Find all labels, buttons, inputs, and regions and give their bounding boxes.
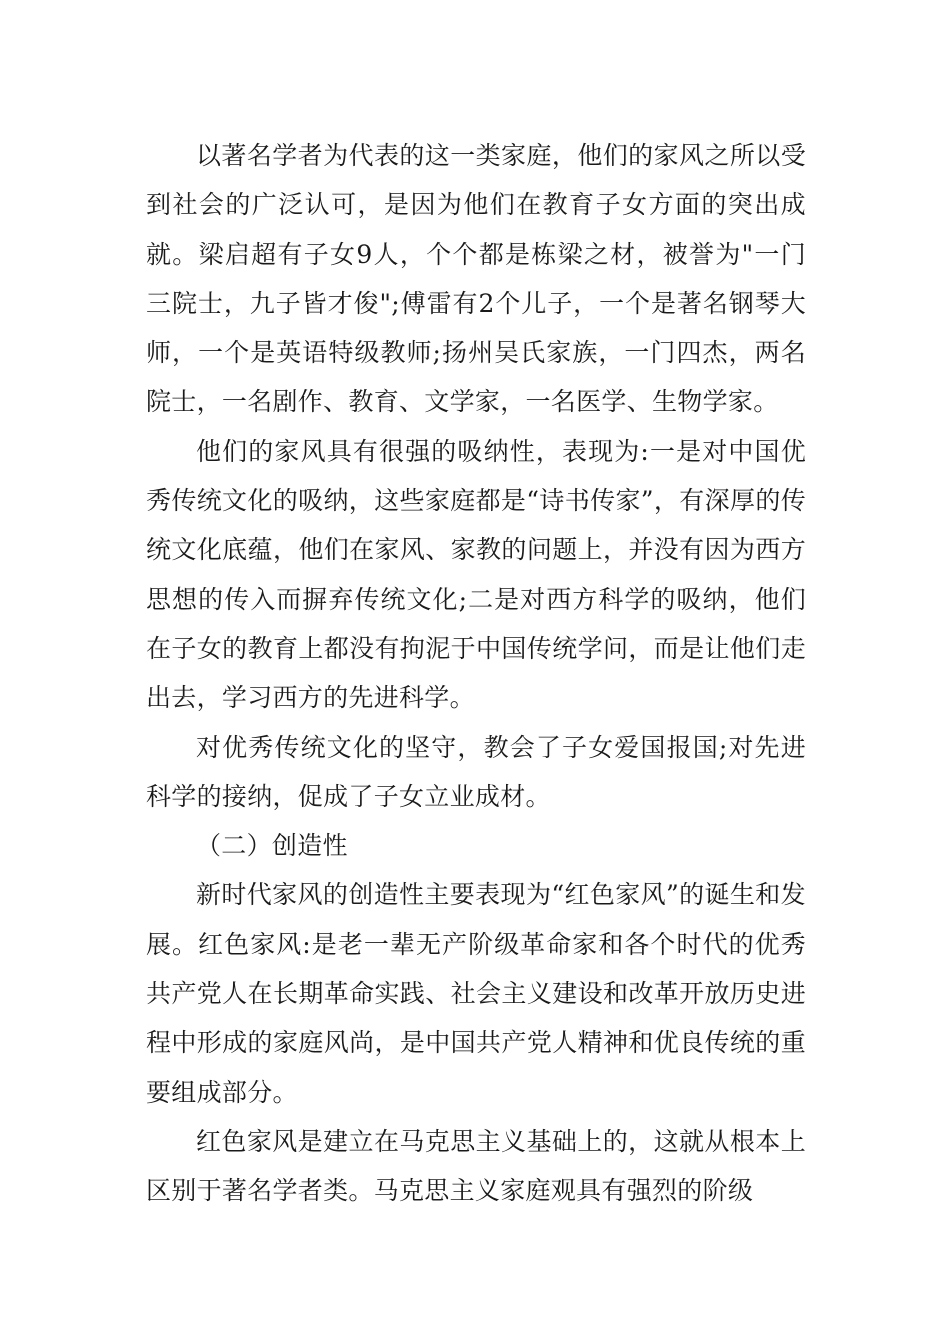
document-body — [146, 131, 806, 1216]
paragraph-marxist-foundation: 红色家风是建立在马克思主义基础上的，这就从根本上区别于著名学者类。马克思主义家庭观具有强烈的阶级 — [146, 1126, 806, 1206]
section-heading-creativity: （二）创造性 — [196, 831, 348, 861]
paragraph-red-family-style: 新时代家风的创造性主要表现为“红色家风”的诞生和发展。红色家风:是老一辈无产阶级革命家和各个时代的优秀共产党人在长期革命实践、社会主义建设和改革开放历史进程中形成的家庭风尚，是中国共产党人精神和优良传统的重要组成部分。 — [146, 880, 806, 1107]
paragraph-tradition-science: 对优秀传统文化的坚守，教会了子女爱国报国;对先进科学的接纳，促成了子女立业成材。 — [146, 732, 806, 811]
paragraph-absorption: 他们的家风具有很强的吸纳性，表现为:一是对中国优秀传统文化的吸纳，这些家庭都是“诗书传家”，有深厚的传统文化底蕴，他们在家风、家教的问题上，并没有因为西方思想的传入而摒弃传统文化;二是对西方科学的吸纳，他们在子女的教育上都没有拘泥于中国传统学问，而是让他们走出去，学习西方的先进科学。 — [146, 436, 806, 713]
paragraph-scholar-families: 以著名学者为代表的这一类家庭，他们的家风之所以受到社会的广泛认可，是因为他们在教育子女方面的突出成就。梁启超有子女9人，个个都是栋梁之材，被誉为"一门三院士，九子皆才俊";傅雷有2个儿子，一个是著名钢琴大师，一个是英语特级教师;扬州吴氏家族，一门四杰，两名院士，一名剧作、教育、文学家，一名医学、生物学家。 — [146, 141, 806, 417]
